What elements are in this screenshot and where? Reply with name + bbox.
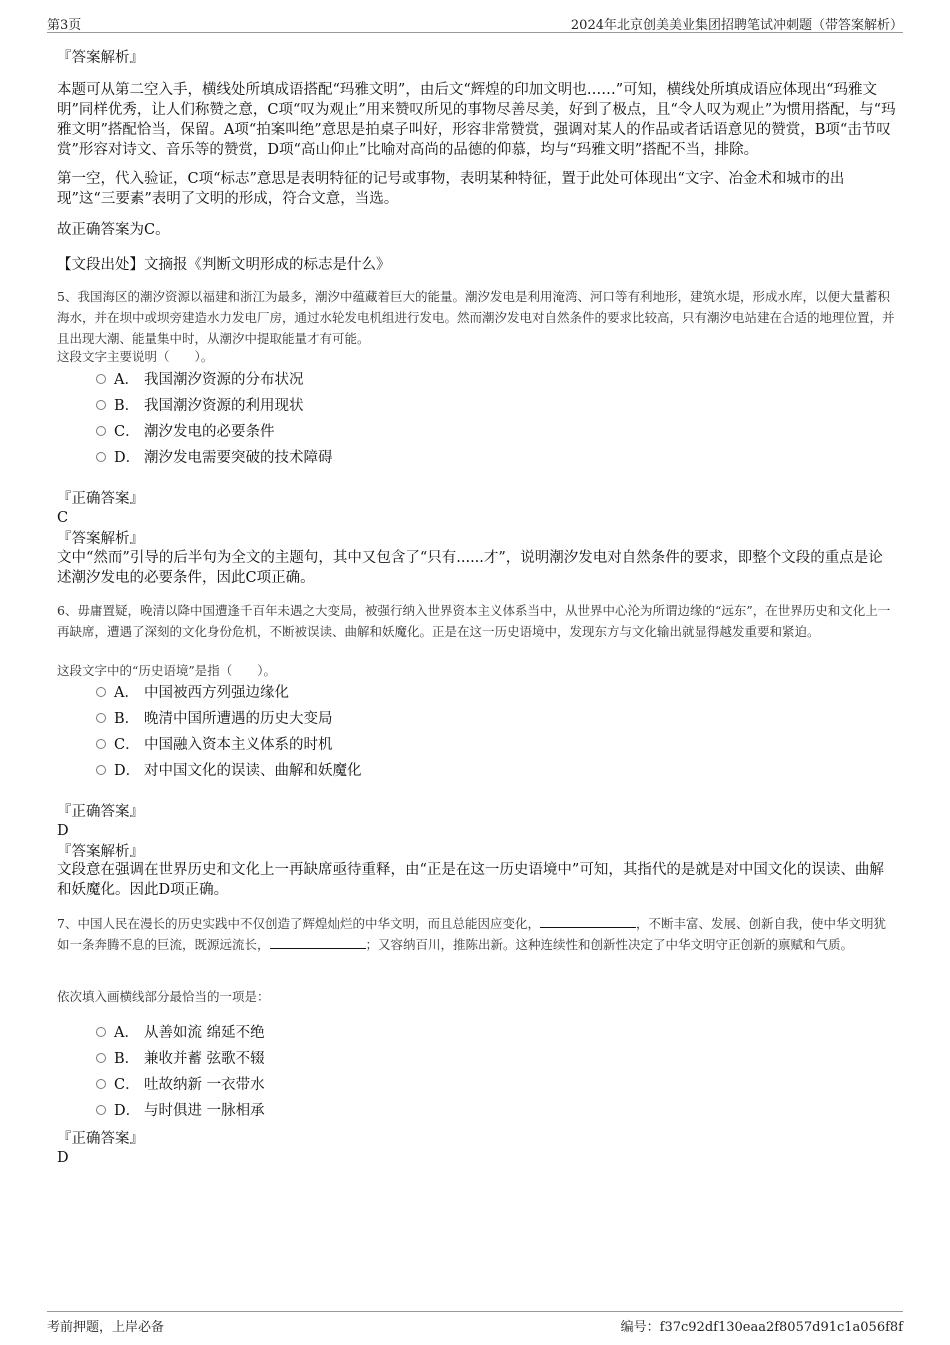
q5-stem: 5、我国海区的潮汐资源以福建和浙江为最多，潮汐中蕴藏着巨大的能量。潮汐发电是利用淹湾、河口等有利地形，建筑水堤，形成水库，以便大量蓄积海水，并在坝中或坝旁建造水力发电厂房，通过水轮发电机组进行发电。然而潮汐发电对自然条件的要求比较高，只有潮汐电站建在合适的地理位置，并且出现大潮、能量集中时，从潮汐中提取能量才有可能。 [57, 289, 895, 346]
document-title: 2024年北京创美美业集团招聘笔试冲刺题（带答案解析） [570, 18, 903, 33]
q5-option-a[interactable]: A． 我国潮汐资源的分布状况 [96, 370, 304, 390]
q5-answer: C [57, 510, 69, 526]
radio-icon[interactable] [96, 426, 106, 436]
q4-source: 【文段出处】文摘报《判断文明形成的标志是什么》 [57, 257, 391, 273]
q5-option-b[interactable]: B． 我国潮汐资源的利用现状 [96, 396, 304, 416]
q5-analysis-label: 『答案解析』 [57, 531, 144, 547]
q7-option-a[interactable]: A． 从善如流 绵延不绝 [96, 1023, 265, 1043]
q7-option-c[interactable]: C． 吐故纳新 一衣带水 [96, 1075, 265, 1095]
document-id: 编号：f37c92df130eaa2f8057d91c1a056f8f [620, 1320, 903, 1335]
page-number: 第3页 [47, 18, 82, 33]
radio-icon[interactable] [96, 687, 106, 697]
q6-analysis: 文段意在强调在世界历史和文化上一再缺席亟待重释，由“正是在这一历史语境中”可知，其指代的是就是对中国文化的误读、曲解和妖魔化。因此D项正确。 [57, 862, 884, 898]
q6-option-a[interactable]: A． 中国被西方列强边缘化 [96, 683, 289, 703]
q7-answer: D [57, 1150, 69, 1166]
q7-question: 依次填入画横线部分最恰当的一项是： [57, 989, 270, 1004]
radio-icon[interactable] [96, 1079, 106, 1089]
page-header [47, 12, 903, 33]
footer-slogan: 考前押题，上岸必备 [47, 1320, 165, 1335]
radio-icon[interactable] [96, 1027, 106, 1037]
radio-icon[interactable] [96, 1105, 106, 1115]
q4-conclusion: 故正确答案为C。 [57, 222, 170, 238]
q7-answer-label: 『正确答案』 [57, 1131, 144, 1147]
q6-option-d[interactable]: D． 对中国文化的误读、曲解和妖魔化 [96, 761, 362, 781]
q5-analysis: 文中“然而”引导的后半句为全文的主题句，其中又包含了“只有......才”，说明潮汐发电对自然条件的要求，即整个文段的重点是论述潮汐发电的必要条件，因此C项正确。 [57, 550, 883, 586]
radio-icon[interactable] [96, 400, 106, 410]
q6-answer: D [57, 823, 69, 839]
q7-stem: 7、中国人民在漫长的历史实践中不仅创造了辉煌灿烂的中华文明，而且总能因应变化， ，不断丰富、发展、创新自我，使中华文明犹如一条奔腾不息的巨流，既源远流长， ；又容纳百川，推陈出新。这种连续性和创新性决定了中华文明守正创新的禀赋和气质。 [57, 916, 886, 952]
q5-answer-label: 『正确答案』 [57, 491, 144, 507]
radio-icon[interactable] [96, 374, 106, 384]
radio-icon[interactable] [96, 1053, 106, 1063]
q4-analysis-label: 『答案解析』 [57, 50, 144, 66]
radio-icon[interactable] [96, 739, 106, 749]
q7-option-b[interactable]: B． 兼收并蓄 弦歌不辍 [96, 1049, 265, 1069]
q6-option-b[interactable]: B． 晚清中国所遭遇的历史大变局 [96, 709, 333, 729]
fill-blank-1[interactable] [540, 915, 636, 928]
q6-option-c[interactable]: C． 中国融入资本主义体系的时机 [96, 735, 333, 755]
page-footer [47, 1311, 903, 1338]
q5-option-c[interactable]: C． 潮汐发电的必要条件 [96, 422, 275, 442]
q7-option-d[interactable]: D． 与时俱进 一脉相承 [96, 1101, 265, 1121]
q4-analysis-paragraph-2: 第一空，代入验证，C项“标志”意思是表明特征的记号或事物，表明某种特征，置于此处可体现出“文字、冶金术和城市的出现”这“三要素”表明了文明的形成，符合文意，当选。 [57, 171, 845, 207]
q6-answer-label: 『正确答案』 [57, 804, 144, 820]
q6-analysis-label: 『答案解析』 [57, 844, 144, 860]
fill-blank-2[interactable] [270, 936, 366, 949]
q4-analysis-paragraph-1: 本题可从第二空入手，横线处所填成语搭配“玛雅文明”，由后文“辉煌的印加文明也……”可知，横线处所填成语应体现出“玛雅文明”同样优秀，让人们称赞之意，C项“叹为观止”用来赞叹所见的事物尽善尽美，好到了极点，且“令人叹为观止”为惯用搭配，与“玛雅文明”搭配恰当，保留。A项“拍案叫绝”意思是拍桌子叫好，形容非常赞赏，强调对某人的作品或者话语意见的赞赏，B项“击节叹赏”形容对诗文、音乐等的赞赏，D项“高山仰止”比喻对高尚的品德的仰慕，均与“玛雅文明”搭配不当，排除。 [57, 82, 896, 158]
q5-option-d[interactable]: D． 潮汐发电需要突破的技术障碍 [96, 448, 333, 468]
radio-icon[interactable] [96, 452, 106, 462]
q6-stem: 6、毋庸置疑，晚清以降中国遭逢千百年未遇之大变局，被强行纳入世界资本主义体系当中，从世界中心沦为所谓边缘的“远东”，在世界历史和文化上一再缺席，遭遇了深刻的文化身份危机，不断被误读、曲解和妖魔化。正是在这一历史语境中，发现东方与文化输出就显得越发重要和紧迫。 [57, 603, 891, 639]
radio-icon[interactable] [96, 765, 106, 775]
q5-question: 这段文字主要说明（ ）。 [57, 349, 214, 364]
radio-icon[interactable] [96, 713, 106, 723]
q6-question: 这段文字中的“历史语境”是指（ ）。 [57, 663, 277, 678]
